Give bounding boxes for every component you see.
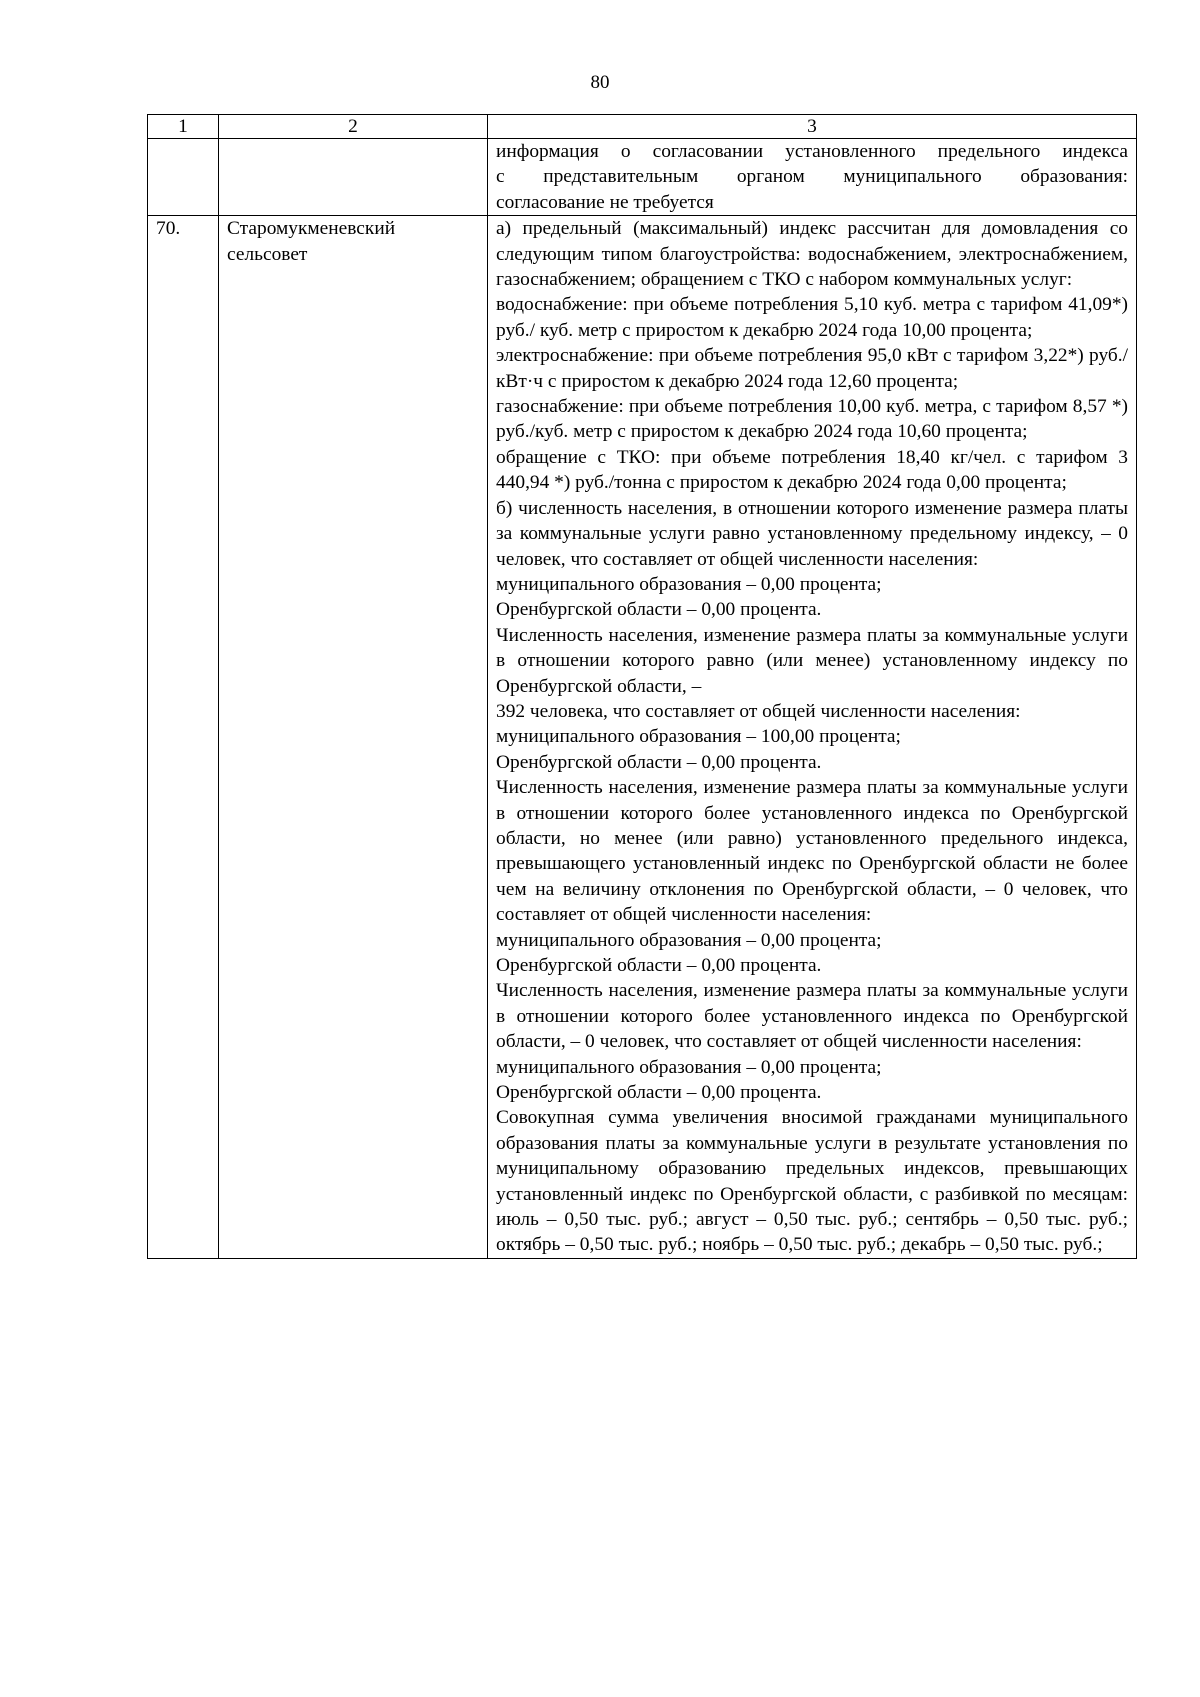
paragraph-utilities-set: а) предельный (максимальный) индекс рассчитан для домовладения со следующим типом благоустройства: водоснабжением, электроснабжением, газоснабжением; обращением с ТКО с набором коммунальных услуг: bbox=[496, 218, 1128, 291]
paragraph-population-equal: б) численность населения, в отношении которого изменение размера платы за коммунальные услуги равно установленному предельному индексу, – 0 человек, что составляет от общей численности населения: bbox=[496, 497, 1128, 570]
paragraph-municipality-share: муниципального образования – 0,00 процента; bbox=[496, 573, 882, 595]
paragraph-municipality-share: муниципального образования – 100,00 процента; bbox=[496, 726, 901, 748]
index-description-cell bbox=[488, 216, 1137, 1259]
paragraph-waste-management: обращение с ТКО: при объеме потребления 18,40 кг/чел. с тарифом 3 440,94 *) руб./тонна с приростом к декабрю 2024 года 0,00 процента; bbox=[496, 446, 1128, 494]
continuation-cell-2 bbox=[219, 139, 488, 216]
tariff-index-table bbox=[147, 114, 1137, 1259]
municipality-name-line: Старомукменевский bbox=[227, 218, 396, 240]
paragraph-population-deviation: Численность населения, изменение размера платы за коммунальные услуги в отношении которого более установленного индекса по Оренбургской области, но менее (или равно) установленного предельного индекса, превышающего установленный индекс по Оренбургской области не более чем на величину отклонения по Оренбургской области, – 0 человек, что составляет от общей численности населения: bbox=[496, 777, 1128, 926]
paragraph-gas-supply: газоснабжение: при объеме потребления 10,00 куб. метра, с тарифом 8,57 *) руб./куб. метр с приростом к декабрю 2024 года 10,60 процента; bbox=[496, 396, 1128, 443]
municipality-name-line: сельсовет bbox=[227, 243, 308, 265]
column-number-1: 1 bbox=[148, 115, 219, 139]
paragraph-population-more: Численность населения, изменение размера платы за коммунальные услуги в отношении которого более установленного индекса по Оренбургской области, – 0 человек, что составляет от общей численности населения: bbox=[496, 980, 1128, 1053]
column-number-3: 3 bbox=[488, 115, 1137, 139]
paragraph-population-less: Численность населения, изменение размера платы за коммунальные услуги в отношении которого равно (или менее) установленному индексу по Оренбургской области, – bbox=[496, 624, 1128, 697]
paragraph-electricity-supply: электроснабжение: при объеме потребления 95,0 кВт с тарифом 3,22*) руб./кВт·ч с приростом к декабрю 2024 года 12,60 процента; bbox=[496, 345, 1128, 392]
continuation-line: с представительным органом муниципального образования: bbox=[496, 166, 1128, 188]
paragraph-region-share: Оренбургской области – 0,00 процента. bbox=[496, 751, 822, 773]
municipality-name-cell bbox=[219, 216, 488, 1259]
table-row-70 bbox=[148, 216, 1137, 1259]
column-number-2: 2 bbox=[219, 115, 488, 139]
paragraph-municipality-share: муниципального образования – 0,00 процента; bbox=[496, 929, 882, 951]
continuation-line: согласование не требуется bbox=[496, 191, 714, 213]
continuation-row bbox=[148, 139, 1137, 216]
paragraph-water-supply: водоснабжение: при объеме потребления 5,10 куб. метра с тарифом 41,09*) руб./ куб. метр с приростом к декабрю 2024 года 10,00 процента; bbox=[496, 294, 1128, 341]
continuation-line: информация о согласовании установленного предельного индекса bbox=[496, 141, 1128, 162]
paragraph-total-increase: Совокупная сумма увеличения вносимой гражданами муниципального образования платы за коммунальные услуги в результате установления по муниципальному образованию предельных индексов, превышающих установленный индекс по Оренбургской области, с разбивкой по месяцам: июль – 0,50 тыс. руб.; август – 0,50 тыс. руб.; сентябрь – 0,50 тыс. руб.; октябрь – 0,50 тыс. руб.; ноябрь – 0,50 тыс. руб.; декабрь – 0,50 тыс. руб.; bbox=[496, 1107, 1128, 1256]
paragraph-municipality-share: муниципального образования – 0,00 процента; bbox=[496, 1056, 882, 1078]
table-header-row bbox=[148, 115, 1137, 139]
paragraph-region-share: Оренбургской области – 0,00 процента. bbox=[496, 1082, 822, 1104]
continuation-text-cell bbox=[488, 139, 1137, 216]
paragraph-region-share: Оренбургской области – 0,00 процента. bbox=[496, 599, 822, 621]
row-number: 70. bbox=[148, 216, 219, 1259]
continuation-cell-1 bbox=[148, 139, 219, 216]
page-number: 80 bbox=[590, 72, 610, 93]
paragraph-region-share: Оренбургской области – 0,00 процента. bbox=[496, 955, 822, 976]
paragraph-population-count: 392 человека, что составляет от общей численности населения: bbox=[496, 700, 1021, 722]
